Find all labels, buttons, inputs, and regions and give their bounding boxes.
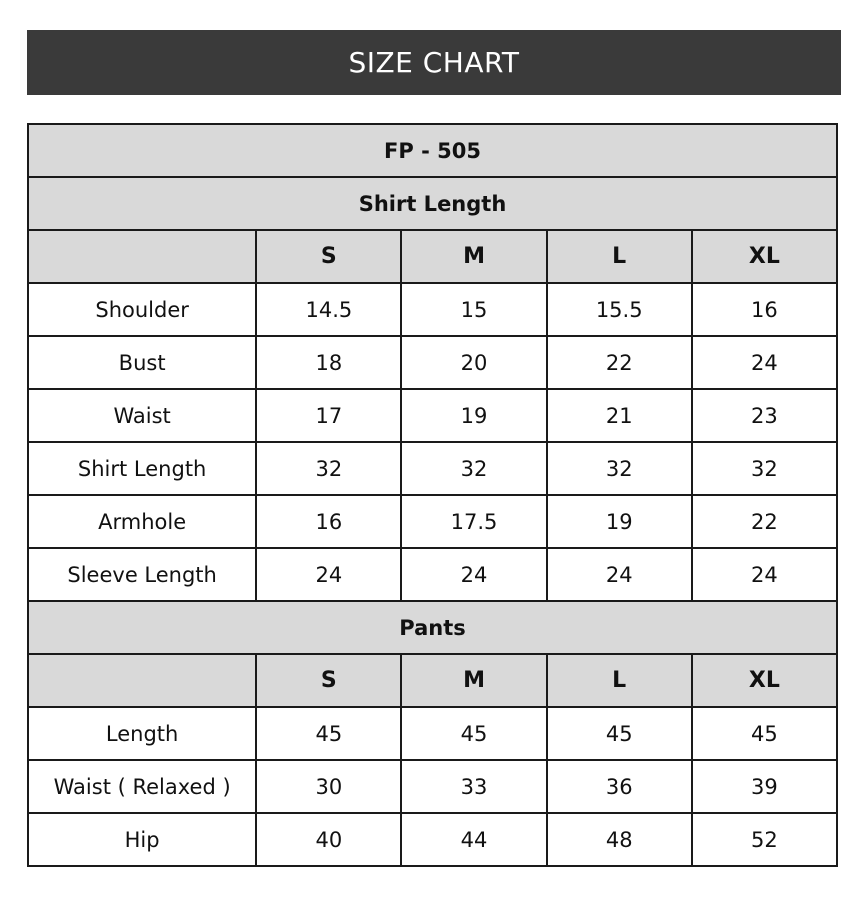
measurement-label: Bust [28,336,256,389]
measurement-value: 24 [692,548,837,601]
pants-size-header-row [28,654,837,707]
measurement-value: 15.5 [547,283,692,336]
size-header-cell: L [547,230,692,283]
measurement-label: Shirt Length [28,442,256,495]
table-row [28,813,837,866]
measurement-value: 21 [547,389,692,442]
table-row [28,707,837,760]
measurement-value: 40 [256,813,401,866]
measurement-value: 14.5 [256,283,401,336]
measurement-label: Hip [28,813,256,866]
table-row [28,336,837,389]
measurement-value: 20 [401,336,546,389]
shirt-section-row [28,177,837,230]
measurement-value: 32 [256,442,401,495]
measurement-value: 30 [256,760,401,813]
measurement-label: Sleeve Length [28,548,256,601]
table-row [28,548,837,601]
measurement-value: 16 [692,283,837,336]
measurement-value: 19 [401,389,546,442]
measurement-value: 23 [692,389,837,442]
product-code: FP - 505 [28,124,837,177]
pants-section-row [28,601,837,654]
measurement-value: 45 [256,707,401,760]
measurement-label: Shoulder [28,283,256,336]
measurement-value: 16 [256,495,401,548]
measurement-value: 48 [547,813,692,866]
measurement-value: 18 [256,336,401,389]
measurement-value: 32 [401,442,546,495]
measurement-value: 52 [692,813,837,866]
measurement-value: 36 [547,760,692,813]
measurement-value: 32 [547,442,692,495]
size-header-cell: M [401,654,546,707]
size-header-cell: L [547,654,692,707]
table-row [28,389,837,442]
size-header-cell: M [401,230,546,283]
table-row [28,760,837,813]
measurement-value: 33 [401,760,546,813]
measurement-value: 22 [547,336,692,389]
measurement-value: 24 [401,548,546,601]
product-code-row [28,124,837,177]
table-row [28,283,837,336]
measurement-value: 15 [401,283,546,336]
measurement-value: 45 [401,707,546,760]
size-header-blank [28,230,256,283]
measurement-value: 45 [692,707,837,760]
measurement-value: 44 [401,813,546,866]
measurement-value: 22 [692,495,837,548]
shirt-size-header-row [28,230,837,283]
measurement-value: 17.5 [401,495,546,548]
table-row [28,442,837,495]
measurement-value: 24 [692,336,837,389]
measurement-label: Waist [28,389,256,442]
size-chart-title: SIZE CHART [27,30,841,95]
table-row [28,495,837,548]
size-header-cell: XL [692,230,837,283]
measurement-value: 32 [692,442,837,495]
measurement-label: Armhole [28,495,256,548]
size-header-cell: XL [692,654,837,707]
pants-section-heading: Pants [28,601,837,654]
measurement-label: Length [28,707,256,760]
measurement-label: Waist ( Relaxed ) [28,760,256,813]
measurement-value: 17 [256,389,401,442]
measurement-value: 45 [547,707,692,760]
size-header-cell: S [256,654,401,707]
measurement-value: 19 [547,495,692,548]
size-chart-table [27,123,838,867]
shirt-section-heading: Shirt Length [28,177,837,230]
measurement-value: 39 [692,760,837,813]
size-header-blank [28,654,256,707]
measurement-value: 24 [547,548,692,601]
size-header-cell: S [256,230,401,283]
measurement-value: 24 [256,548,401,601]
